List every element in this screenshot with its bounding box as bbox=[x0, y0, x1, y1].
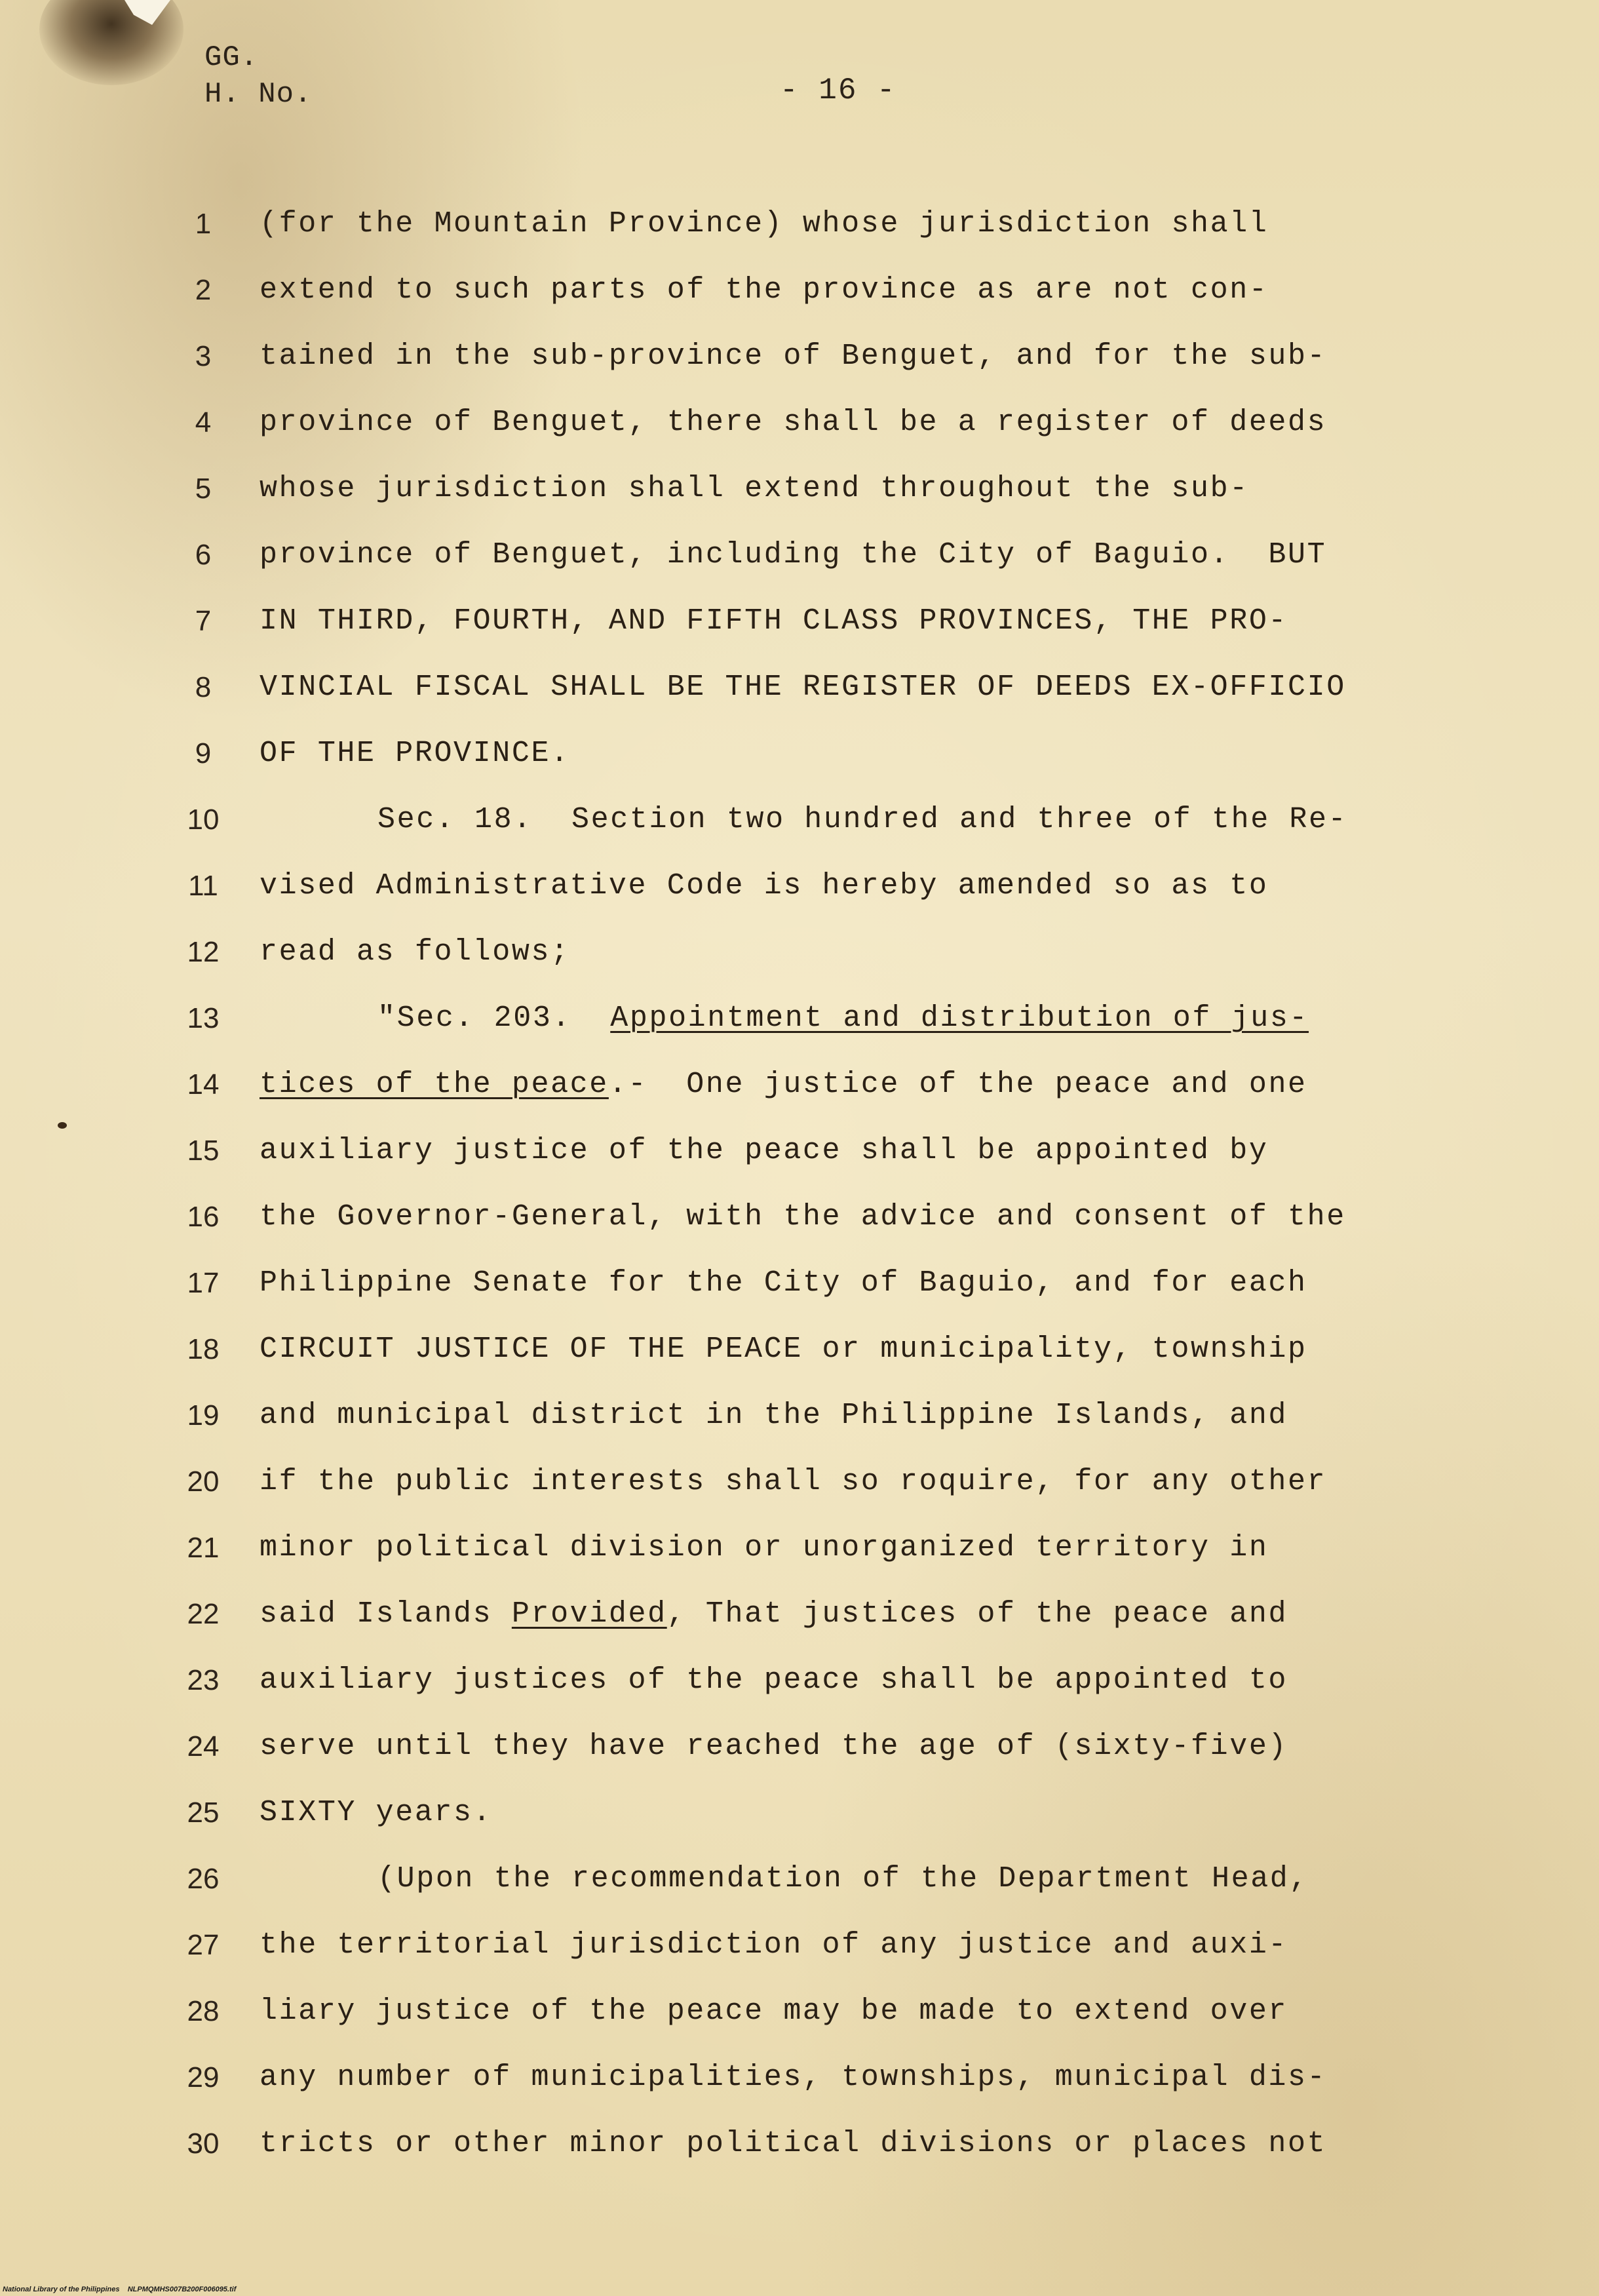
water-stain bbox=[39, 0, 183, 85]
line-text: serve until they have reached the age of (sixty-five) bbox=[260, 1730, 1288, 1763]
text-line bbox=[0, 201, 1599, 247]
line-number: 15 bbox=[187, 1135, 220, 1167]
line-number: 11 bbox=[188, 870, 218, 902]
ink-speck bbox=[58, 1122, 67, 1129]
text-line bbox=[0, 1658, 1599, 1703]
text-line bbox=[0, 1260, 1599, 1306]
line-number: 27 bbox=[187, 1929, 220, 1961]
text-line bbox=[0, 1790, 1599, 1836]
line-number: 24 bbox=[187, 1730, 220, 1762]
line-text: Sec. 18. Section two hundred and three of the Re- bbox=[377, 803, 1348, 836]
provided-underlined: Provided bbox=[511, 1597, 667, 1631]
line-number: 23 bbox=[187, 1664, 220, 1696]
section-heading-lead: "Sec. 203. bbox=[377, 1002, 611, 1035]
line-number: 21 bbox=[187, 1532, 220, 1564]
text-line bbox=[0, 2055, 1599, 2101]
section-heading-underlined: tices of the peace bbox=[260, 1068, 609, 1101]
line-text-lead: said Islands bbox=[260, 1597, 512, 1631]
line-text bbox=[260, 1062, 1307, 1108]
line-text bbox=[377, 996, 1309, 1041]
line-number: 26 bbox=[187, 1863, 220, 1895]
line-text: Philippine Senate for the City of Baguio, and for each bbox=[260, 1266, 1307, 1300]
line-text: tained in the sub-province of Benguet, and for the sub- bbox=[260, 340, 1327, 373]
line-text: minor political division or unorganized territory in bbox=[260, 1531, 1269, 1565]
line-number: 4 bbox=[195, 406, 212, 438]
line-text: any number of municipalities, townships, municipal dis- bbox=[260, 2061, 1327, 2094]
text-line bbox=[0, 1327, 1599, 1372]
line-text-rest: , That justices of the peace and bbox=[666, 1597, 1288, 1631]
line-text: CIRCUIT JUSTICE OF THE PEACE or municipality, township bbox=[260, 1333, 1307, 1366]
text-line bbox=[0, 400, 1599, 446]
text-line bbox=[0, 996, 1599, 1041]
text-line bbox=[0, 1525, 1599, 1571]
text-line bbox=[0, 797, 1599, 843]
text-line bbox=[0, 1062, 1599, 1108]
line-text: if the public interests shall so roquire, for any other bbox=[260, 1465, 1327, 1498]
line-text: (Upon the recommendation of the Department Head, bbox=[377, 1862, 1309, 1896]
text-line bbox=[0, 1724, 1599, 1770]
text-line bbox=[0, 334, 1599, 379]
line-number: 10 bbox=[187, 804, 220, 836]
line-number: 28 bbox=[187, 1995, 220, 2027]
line-number: 9 bbox=[195, 737, 212, 769]
line-number: 20 bbox=[187, 1466, 220, 1498]
line-text: province of Benguet, including the City of Baguio. BUT bbox=[260, 538, 1327, 572]
line-number: 1 bbox=[195, 208, 212, 240]
text-line bbox=[0, 665, 1599, 710]
line-number: 16 bbox=[187, 1201, 220, 1233]
line-text: auxiliary justices of the peace shall be appointed to bbox=[260, 1664, 1288, 1697]
line-number: 29 bbox=[187, 2061, 220, 2093]
line-text bbox=[260, 1591, 1288, 1637]
line-number: 13 bbox=[187, 1002, 220, 1034]
line-number: 25 bbox=[187, 1797, 220, 1829]
line-text: auxiliary justice of the peace shall be appointed by bbox=[260, 1134, 1269, 1167]
text-line bbox=[0, 929, 1599, 975]
line-text: OF THE PROVINCE. bbox=[260, 737, 570, 770]
line-text: SIXTY years. bbox=[260, 1796, 493, 1829]
text-line bbox=[0, 1128, 1599, 1174]
text-line bbox=[0, 466, 1599, 512]
text-line bbox=[0, 1989, 1599, 2034]
bill-label: H. No. bbox=[204, 78, 313, 111]
document-code: GG. bbox=[204, 41, 259, 74]
line-text: the Governor-General, with the advice and consent of the bbox=[260, 1200, 1346, 1234]
text-line bbox=[0, 1459, 1599, 1505]
line-number: 19 bbox=[187, 1399, 220, 1431]
section-heading-underlined: Appointment and distribution of jus- bbox=[610, 1002, 1309, 1035]
text-line bbox=[0, 1922, 1599, 1968]
text-line bbox=[0, 598, 1599, 644]
text-line bbox=[0, 267, 1599, 313]
text-line bbox=[0, 731, 1599, 777]
line-text: VINCIAL FISCAL SHALL BE THE REGISTER OF DEEDS EX-OFFICIO bbox=[260, 671, 1346, 704]
line-number: 14 bbox=[187, 1068, 220, 1100]
line-text: tricts or other minor political divisions or places not bbox=[260, 2127, 1327, 2160]
line-text-rest: .- One justice of the peace and one bbox=[608, 1068, 1307, 1101]
line-text: IN THIRD, FOURTH, AND FIFTH CLASS PROVINCES, THE PRO- bbox=[260, 604, 1288, 638]
document-header bbox=[204, 39, 312, 113]
text-line bbox=[0, 1194, 1599, 1240]
line-text: liary justice of the peace may be made to extend over bbox=[260, 1994, 1288, 2028]
line-text: vised Administrative Code is hereby amended so as to bbox=[260, 869, 1269, 903]
text-line bbox=[0, 532, 1599, 578]
line-text: (for the Mountain Province) whose jurisdiction shall bbox=[260, 207, 1269, 241]
text-line bbox=[0, 863, 1599, 909]
text-line bbox=[0, 2121, 1599, 2167]
text-line bbox=[0, 1856, 1599, 1902]
line-number: 8 bbox=[195, 671, 212, 703]
line-text: province of Benguet, there shall be a register of deeds bbox=[260, 406, 1327, 439]
text-line bbox=[0, 1393, 1599, 1439]
line-text: read as follows; bbox=[260, 935, 570, 969]
line-text: the territorial jurisdiction of any justice and auxi- bbox=[260, 1928, 1288, 1962]
line-number: 12 bbox=[187, 936, 220, 968]
line-number: 7 bbox=[195, 605, 212, 637]
line-text: whose jurisdiction shall extend throughout the sub- bbox=[260, 472, 1249, 505]
line-number: 2 bbox=[195, 274, 212, 306]
line-text: and municipal district in the Philippine Islands, and bbox=[260, 1399, 1288, 1432]
line-number: 30 bbox=[187, 2128, 220, 2160]
line-number: 3 bbox=[195, 340, 212, 372]
line-number: 5 bbox=[195, 473, 212, 505]
line-number: 22 bbox=[187, 1598, 220, 1630]
line-text: extend to such parts of the province as are not con- bbox=[260, 273, 1269, 307]
line-number: 6 bbox=[195, 539, 212, 571]
line-number: 17 bbox=[187, 1267, 220, 1299]
scan-credit: National Library of the Philippines NLPMQMHS007B200F006095.tif bbox=[3, 2286, 237, 2293]
page-number: - 16 - bbox=[780, 73, 896, 107]
text-line bbox=[0, 1591, 1599, 1637]
line-number: 18 bbox=[187, 1333, 220, 1365]
